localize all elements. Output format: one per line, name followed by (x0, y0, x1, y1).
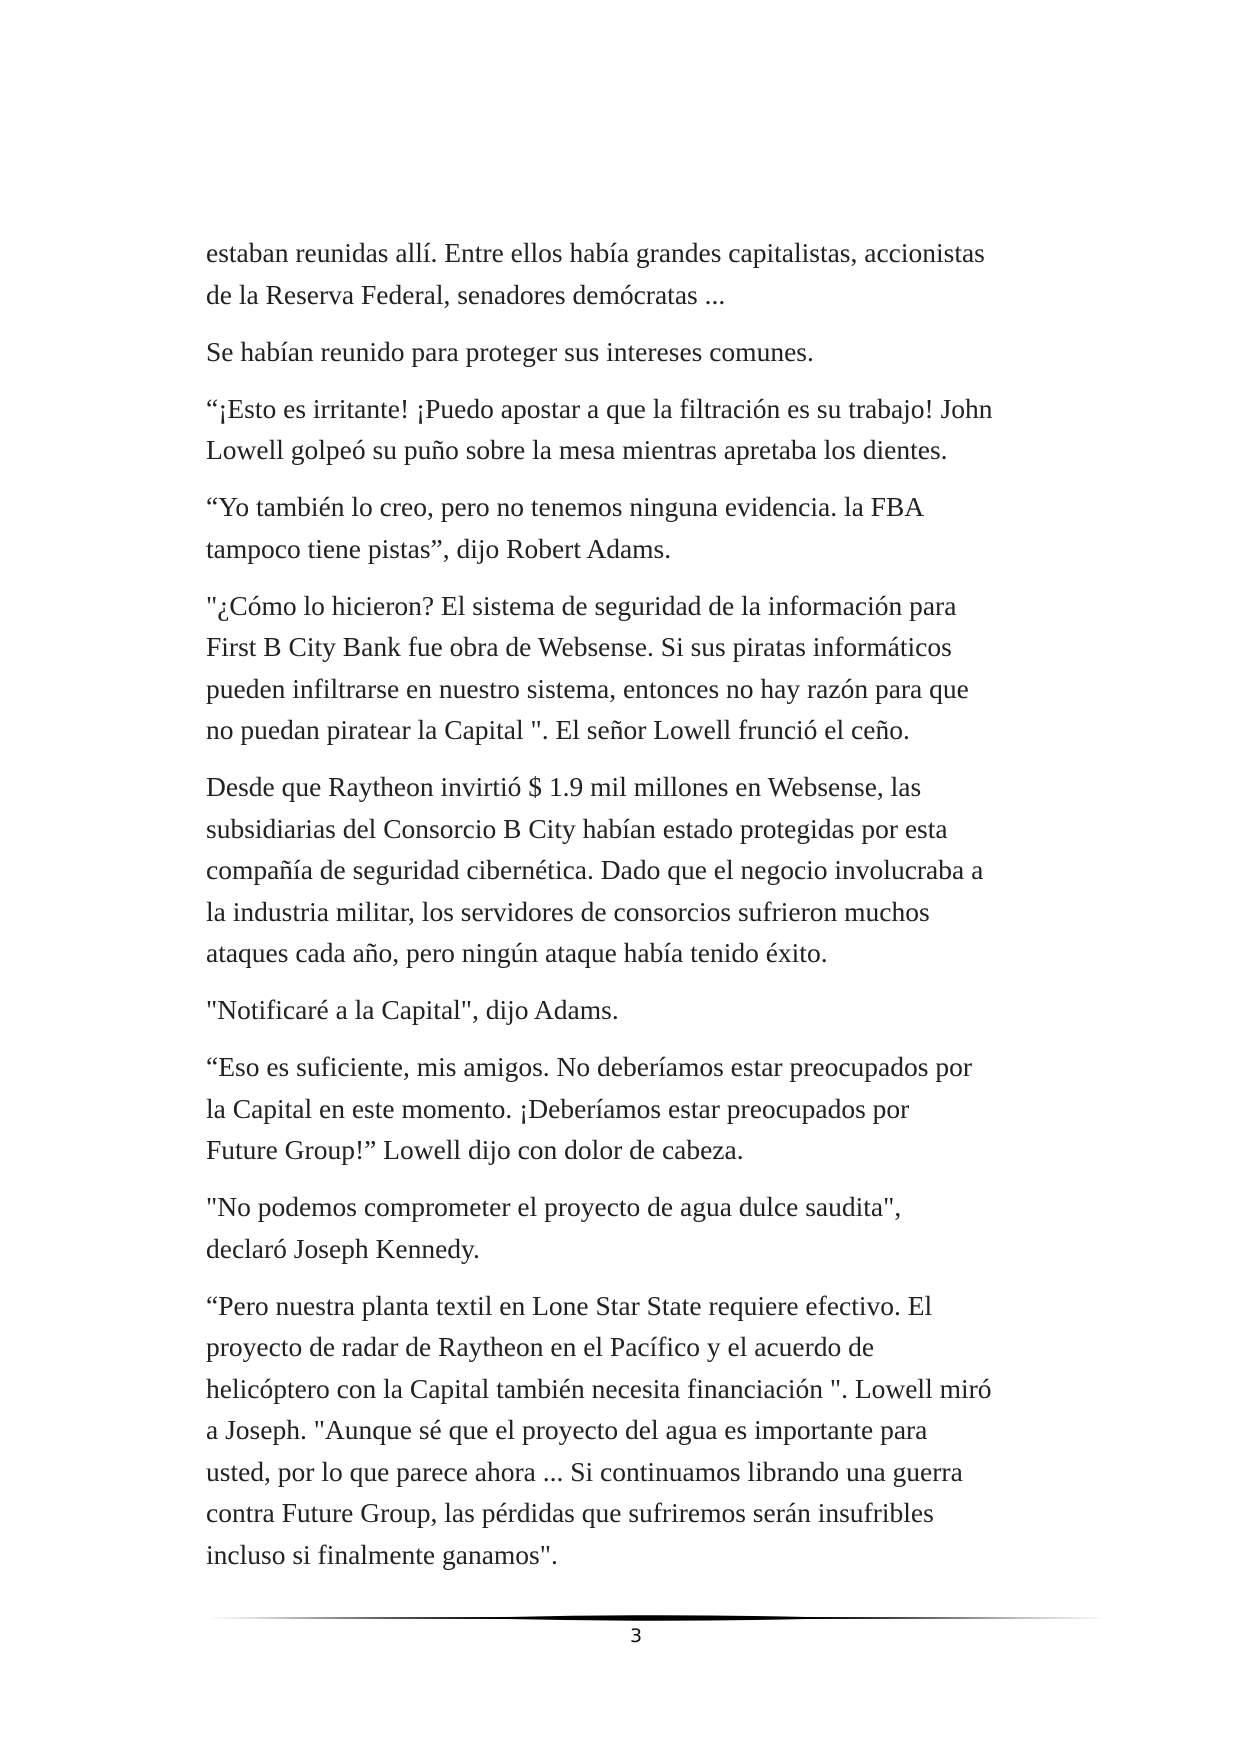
text-line: ataques cada año, pero ningún ataque había tenido éxito. (206, 937, 828, 968)
text-line: “¡Esto es irritante! ¡Puedo apostar a que la filtración es su trabajo! John (206, 392, 993, 424)
text-line: “Eso es suficiente, mis amigos. No deberíamos estar preocupados por (206, 1051, 972, 1082)
footer-divider (206, 1613, 1106, 1623)
paragraph (206, 388, 1076, 471)
text-line: "No podemos comprometer el proyecto de agua dulce saudita", (206, 1191, 902, 1222)
text-line: declaró Joseph Kennedy. (206, 1232, 480, 1264)
text-line: usted, por lo que parece ahora ... Si continuamos librando una guerra (206, 1455, 963, 1487)
text-line: contra Future Group, las pérdidas que sufriremos serán insufribles (206, 1497, 934, 1528)
text-line: la industria militar, los servidores de consorcios sufrieron muchos (206, 895, 930, 927)
paragraph (206, 232, 1076, 315)
text-line: Lowell golpeó su puño sobre la mesa mientras apretaba los dientes. (206, 434, 948, 465)
paragraph (206, 331, 1076, 373)
text-line: "¿Cómo lo hicieron? El sistema de seguridad de la información para (206, 589, 957, 621)
paragraph (206, 1285, 1076, 1576)
text-line: subsidiarias del Consorcio B City habían estado protegidas por esta (206, 812, 948, 844)
text-line: a Joseph. "Aunque sé que el proyecto del agua es importante para (206, 1414, 928, 1445)
text-line: de la Reserva Federal, senadores demócratas ... (206, 278, 726, 310)
paragraph (206, 766, 1076, 974)
text-line: Desde que Raytheon invirtió $ 1.9 mil millones en Websense, las (206, 771, 922, 802)
text-line: tampoco tiene pistas”, dijo Robert Adams. (206, 532, 672, 564)
text-line: helicóptero con la Capital también necesita financiación ". Lowell miró (206, 1372, 992, 1404)
paragraph (206, 486, 1076, 569)
text-line: Se habían reunido para proteger sus intereses comunes. (206, 335, 814, 367)
text-line: "Notificaré a la Capital", dijo Adams. (206, 994, 619, 1025)
paragraph (206, 1186, 1076, 1269)
paragraph (206, 1046, 1076, 1171)
paragraph (206, 585, 1076, 751)
text-line: Future Group!” Lowell dijo con dolor de cabeza. (206, 1134, 744, 1165)
page-number: 3 (629, 1625, 643, 1647)
text-line: la Capital en este momento. ¡Deberíamos estar preocupados por (206, 1092, 910, 1124)
body-text (206, 232, 1076, 1591)
text-line: no puedan piratear la Capital ". El señor Lowell frunció el ceño. (206, 714, 910, 745)
text-line: incluso si finalmente ganamos". (206, 1538, 558, 1570)
paragraph (206, 989, 1076, 1031)
text-line: First B City Bank fue obra de Websense. Si sus piratas informáticos (206, 631, 952, 662)
text-line: compañía de seguridad cibernética. Dado que el negocio involucraba a (206, 854, 984, 885)
text-line: estaban reunidas allí. Entre ellos había grandes capitalistas, accionistas (206, 237, 985, 268)
text-line: “Pero nuestra planta textil en Lone Star State requiere efectivo. El (206, 1289, 933, 1321)
text-line: “Yo también lo creo, pero no tenemos ninguna evidencia. la FBA (206, 491, 925, 522)
text-line: pueden infiltrarse en nuestro sistema, entonces no hay razón para que (206, 672, 969, 704)
text-line: proyecto de radar de Raytheon en el Pacífico y el acuerdo de (206, 1331, 875, 1362)
